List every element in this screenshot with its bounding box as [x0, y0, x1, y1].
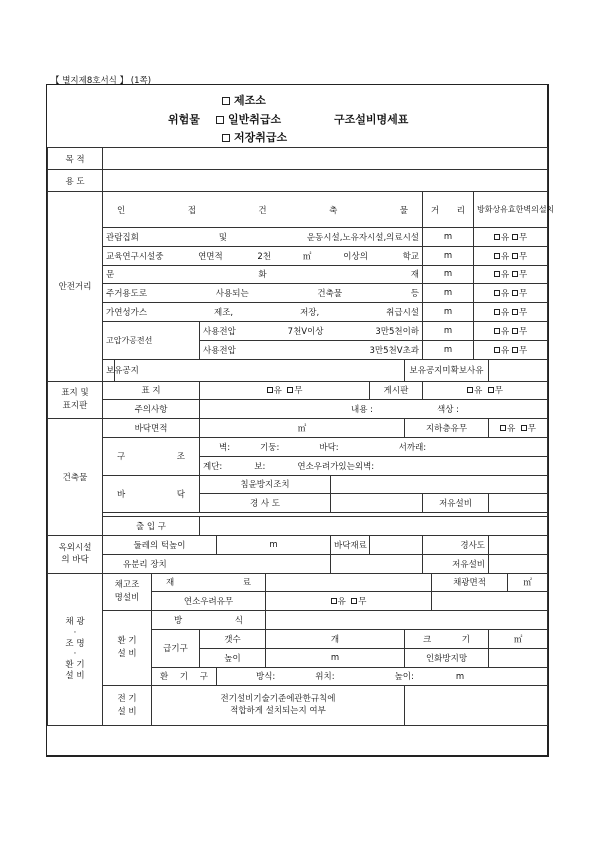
title-storage-handling: 저장취급소 [234, 131, 288, 144]
method-field[interactable] [266, 611, 548, 630]
distance-unit: m [423, 228, 474, 247]
outdoor-slope-label: 경사도 [423, 535, 489, 554]
label-char: 광 [76, 616, 85, 627]
board-option [423, 381, 548, 400]
safety-row [48, 321, 548, 340]
fire-risk-label: 연소우려유무 [152, 592, 266, 611]
option-no: 무 [518, 270, 528, 281]
fire-exposed-wall-field: 연소우려가있는외벽: [297, 461, 375, 472]
title-line-2 [216, 111, 281, 127]
open-space-row [48, 359, 548, 381]
checkbox-no[interactable] [512, 234, 518, 240]
checkbox-no[interactable] [512, 253, 518, 259]
safety-row [48, 265, 548, 284]
label-char: 설 [65, 671, 74, 682]
option-yes: 유 [501, 345, 510, 356]
exhaust-height-unit: m [455, 672, 465, 683]
checkbox-general-handling[interactable] [216, 116, 224, 124]
option-no: 무 [294, 386, 303, 397]
caution-label: 주의사항 [103, 400, 200, 419]
sign-label-line: 표지판 [62, 400, 88, 411]
sign-label [48, 381, 103, 419]
title-line-3 [222, 129, 287, 145]
floor-label: 바 닥 [103, 475, 200, 513]
title-spec-table: 구조설비명세표 [334, 113, 409, 126]
exhaust-method: 방식: [256, 672, 276, 683]
label-char: 채 [65, 616, 74, 627]
basement-option [489, 419, 548, 438]
electric-compliance-question [152, 686, 405, 726]
checkbox-yes[interactable] [494, 328, 500, 334]
purpose-row [48, 148, 548, 170]
lighting-ventilation-label [48, 573, 103, 726]
checkbox-yes[interactable] [494, 253, 500, 259]
flame-screen-field[interactable] [489, 648, 548, 667]
adjacent-building-header: 인 접 건 축 물 [103, 192, 423, 228]
outdoor-label-line: 옥외시설 [58, 542, 92, 553]
option-yes: 유 [501, 308, 510, 319]
checkbox-no[interactable] [512, 309, 518, 315]
label-char: · [73, 627, 77, 638]
checkbox-manufacturing[interactable] [222, 97, 230, 105]
checkbox-yes[interactable] [494, 309, 500, 315]
option-no: 무 [518, 289, 528, 300]
floor-material-field[interactable] [370, 535, 423, 554]
count-unit: 개 [266, 629, 405, 648]
label-char: 조 [65, 638, 74, 649]
material-field[interactable] [266, 573, 432, 592]
wall-option [474, 246, 548, 265]
slope-label: 경 사 도 [200, 494, 331, 513]
board-label: 게시판 [370, 381, 423, 400]
safety-building: 주거용도로 사용되는 건축물 등 [103, 284, 423, 303]
label-char: 환 [65, 660, 74, 671]
slab-field: 바닥: [319, 442, 339, 453]
open-space-reason-label: 보유공지미확보사유 [405, 359, 489, 381]
sign-row [48, 381, 548, 400]
electric-row [48, 686, 548, 726]
title-line-1 [222, 92, 266, 108]
exhaust-position: 위치: [315, 672, 335, 683]
wall-option [474, 284, 548, 303]
distance-unit: m [423, 303, 474, 322]
exhaust-label: 환 기 구 [152, 667, 217, 686]
exhaust-field[interactable] [217, 667, 548, 686]
safety-building: 관람집회 및 운동시설,노유자시설,의료시설 [103, 228, 423, 247]
title-hazmat: 위험물 [168, 113, 200, 126]
safety-row [48, 303, 548, 322]
ventilation-row [48, 611, 548, 630]
distance-unit: m [423, 265, 474, 284]
ventilation-label-line: 설 비 [117, 649, 137, 660]
sign-option [200, 381, 370, 400]
option-no: 무 [518, 251, 528, 262]
slope-field[interactable] [331, 494, 423, 513]
height-unit: m [266, 648, 405, 667]
oil-storage-field[interactable] [489, 494, 548, 513]
label-char: 기 [76, 660, 85, 671]
outdoor-row [48, 554, 548, 573]
electric-label-line: 전 기 [117, 694, 137, 705]
option-no: 무 [518, 345, 528, 356]
air-intake-label: 급기구 [152, 629, 200, 667]
option-yes: 유 [273, 386, 282, 397]
checkbox-no[interactable] [521, 425, 527, 431]
floor-area-row [48, 419, 548, 438]
wall-option [474, 321, 548, 340]
rafter-field: 서까래: [398, 442, 427, 453]
open-space-field[interactable] [115, 359, 405, 381]
electric-equipment-label [103, 686, 152, 726]
usage-field[interactable] [103, 170, 548, 192]
distance-unit: m [423, 321, 474, 340]
high-voltage-label: 고압가공전선 [103, 321, 200, 359]
ventilation-equipment-label [103, 611, 152, 686]
purpose-field[interactable] [103, 148, 548, 170]
option-no: 무 [518, 232, 528, 243]
light-area-unit: ㎡ [508, 573, 548, 592]
option-no: 무 [358, 597, 367, 608]
column-field: 기둥: [260, 442, 280, 453]
wall-option [474, 265, 548, 284]
title-manufacturing: 제조소 [234, 94, 266, 107]
electric-text-line: 전기설비기술기준에관한규칙에 [220, 694, 336, 705]
safety-row [48, 246, 548, 265]
label-char: 명 [76, 638, 85, 649]
safety-distance-label: 안전거리 [48, 192, 103, 382]
checkbox-storage-handling[interactable] [222, 134, 230, 142]
entrance-label: 출 입 구 [103, 517, 200, 536]
distance-unit: m [423, 284, 474, 303]
safety-building: 문 화 재 [103, 265, 423, 284]
open-space-reason-field[interactable] [489, 359, 548, 381]
fire-risk-blank[interactable] [432, 592, 548, 611]
checkbox-no[interactable] [287, 387, 293, 393]
lighting-equipment-label [103, 573, 152, 611]
oil-separator-field[interactable] [331, 554, 423, 573]
entrance-row [48, 517, 548, 536]
oil-storage-label: 저유설비 [423, 494, 489, 513]
outdoor-slope-field[interactable] [489, 535, 548, 554]
basement-label: 지하층유무 [405, 419, 489, 438]
exhaust-height: 높이: [394, 672, 414, 683]
checkbox-no[interactable] [512, 347, 518, 353]
floor-material-label: 바닥재료 [331, 535, 370, 554]
checkbox-no[interactable] [351, 598, 357, 604]
checkbox-yes[interactable] [494, 290, 500, 296]
ventilation-label-line: 환 기 [117, 636, 137, 647]
option-yes: 유 [501, 326, 510, 337]
count-label: 갯수 [200, 629, 266, 648]
content-label: 내용 : [351, 405, 373, 416]
color-label: 색상 : [437, 405, 459, 416]
option-yes: 유 [474, 386, 483, 397]
electric-label-line: 설 비 [117, 706, 137, 717]
option-yes: 유 [501, 270, 510, 281]
checkbox-yes[interactable] [331, 598, 337, 604]
form-frame [46, 84, 555, 757]
checkbox-yes[interactable] [467, 387, 473, 393]
outdoor-floor-label [48, 535, 103, 573]
option-yes: 유 [507, 424, 516, 435]
form-note: 【 별지제8호서식 】 (1쪽) [51, 76, 152, 86]
safety-row [48, 284, 548, 303]
distance-unit: m [423, 246, 474, 265]
wall-option [474, 228, 548, 247]
lighting-label-line: 명설비 [114, 592, 140, 603]
option-yes: 유 [501, 289, 510, 300]
wall-field: 벽: [219, 442, 231, 453]
floor-area-unit: ㎡ [200, 419, 405, 438]
safety-building: 사용전압 7천V이상 3만5천이하 [200, 321, 423, 340]
material-label: 재 료 [152, 573, 266, 592]
title-general-handling: 일반취급소 [228, 113, 282, 126]
safety-building: 가연성가스 제조, 저장, 취급시설 [103, 303, 423, 322]
option-no: 무 [518, 308, 528, 319]
electric-text-line: 적합하게 설치되는지 여부 [230, 705, 326, 716]
fire-wall-header: 방화상유효한벽의설치 [474, 192, 548, 228]
safety-row [48, 228, 548, 247]
option-no: 무 [518, 326, 528, 337]
outdoor-row [48, 535, 548, 554]
checkbox-yes[interactable] [494, 347, 500, 353]
option-yes: 유 [501, 251, 510, 262]
size-label: 크 기 [405, 629, 489, 648]
beam-field: 보: [254, 461, 266, 472]
seepage-label: 침윤방지조치 [200, 475, 331, 494]
checkbox-no[interactable] [512, 328, 518, 334]
wall-option [474, 340, 548, 359]
outdoor-label-line: 의 바닥 [61, 555, 89, 566]
structure-line-2[interactable] [200, 456, 548, 475]
height-label: 높이 [200, 648, 266, 667]
curb-height-unit: m [217, 535, 331, 554]
lighting-row [48, 573, 548, 592]
open-space-label: 보유공지 [103, 359, 115, 381]
outdoor-storage-label: 저유설비 [423, 554, 489, 573]
electric-compliance-field[interactable] [405, 686, 548, 726]
curb-height-label: 둘레의 턱높이 [103, 535, 217, 554]
option-yes: 유 [337, 597, 346, 608]
light-area-label: 채광면적 [432, 573, 508, 592]
option-no: 무 [494, 386, 504, 397]
checkbox-no[interactable] [512, 290, 518, 296]
method-label: 방 식 [152, 611, 266, 630]
checkbox-no[interactable] [488, 387, 494, 393]
fire-risk-option [266, 592, 432, 611]
form-title [47, 85, 547, 147]
caution-field[interactable] [200, 400, 548, 419]
caution-row [48, 400, 548, 419]
structure-label: 구 조 [103, 437, 200, 475]
sign-label-line: 표지 및 [61, 388, 89, 399]
structure-line-1[interactable] [200, 437, 548, 456]
size-unit: ㎡ [489, 629, 548, 648]
usage-label: 용 도 [48, 170, 103, 192]
usage-row [48, 170, 548, 192]
floor-row [48, 475, 548, 494]
label-char: · [73, 649, 77, 660]
sign-item-label: 표 지 [103, 381, 200, 400]
safety-building: 사용전압 3만5천V초과 [200, 340, 423, 359]
structure-row [48, 437, 548, 456]
distance-header: 거 리 [423, 192, 474, 228]
distance-unit: m [423, 340, 474, 359]
option-yes: 유 [501, 232, 510, 243]
seepage-field[interactable] [331, 475, 548, 494]
floor-area-label: 바닥면적 [103, 419, 200, 438]
building-label: 건축물 [48, 419, 103, 536]
wall-option [474, 303, 548, 322]
label-char: 비 [76, 671, 85, 682]
checkbox-yes[interactable] [267, 387, 273, 393]
checkbox-no[interactable] [512, 271, 518, 277]
entrance-field[interactable] [200, 517, 548, 536]
flame-screen-label: 인화방지망 [405, 648, 489, 667]
checkbox-yes[interactable] [494, 234, 500, 240]
lighting-label-line: 채고조 [114, 580, 140, 591]
outdoor-storage-field[interactable] [489, 554, 548, 573]
option-no: 무 [527, 424, 537, 435]
safety-building: 교육연구시설중 연면적 2천㎡이상의 학교 [103, 246, 423, 265]
safety-header-row [48, 192, 548, 228]
checkbox-yes[interactable] [494, 271, 500, 277]
spec-table [47, 147, 555, 726]
purpose-label: 목 적 [48, 148, 103, 170]
checkbox-yes[interactable] [500, 425, 506, 431]
oil-separator-label: 유분리 장치 [103, 554, 331, 573]
stair-field: 계단: [203, 461, 223, 472]
